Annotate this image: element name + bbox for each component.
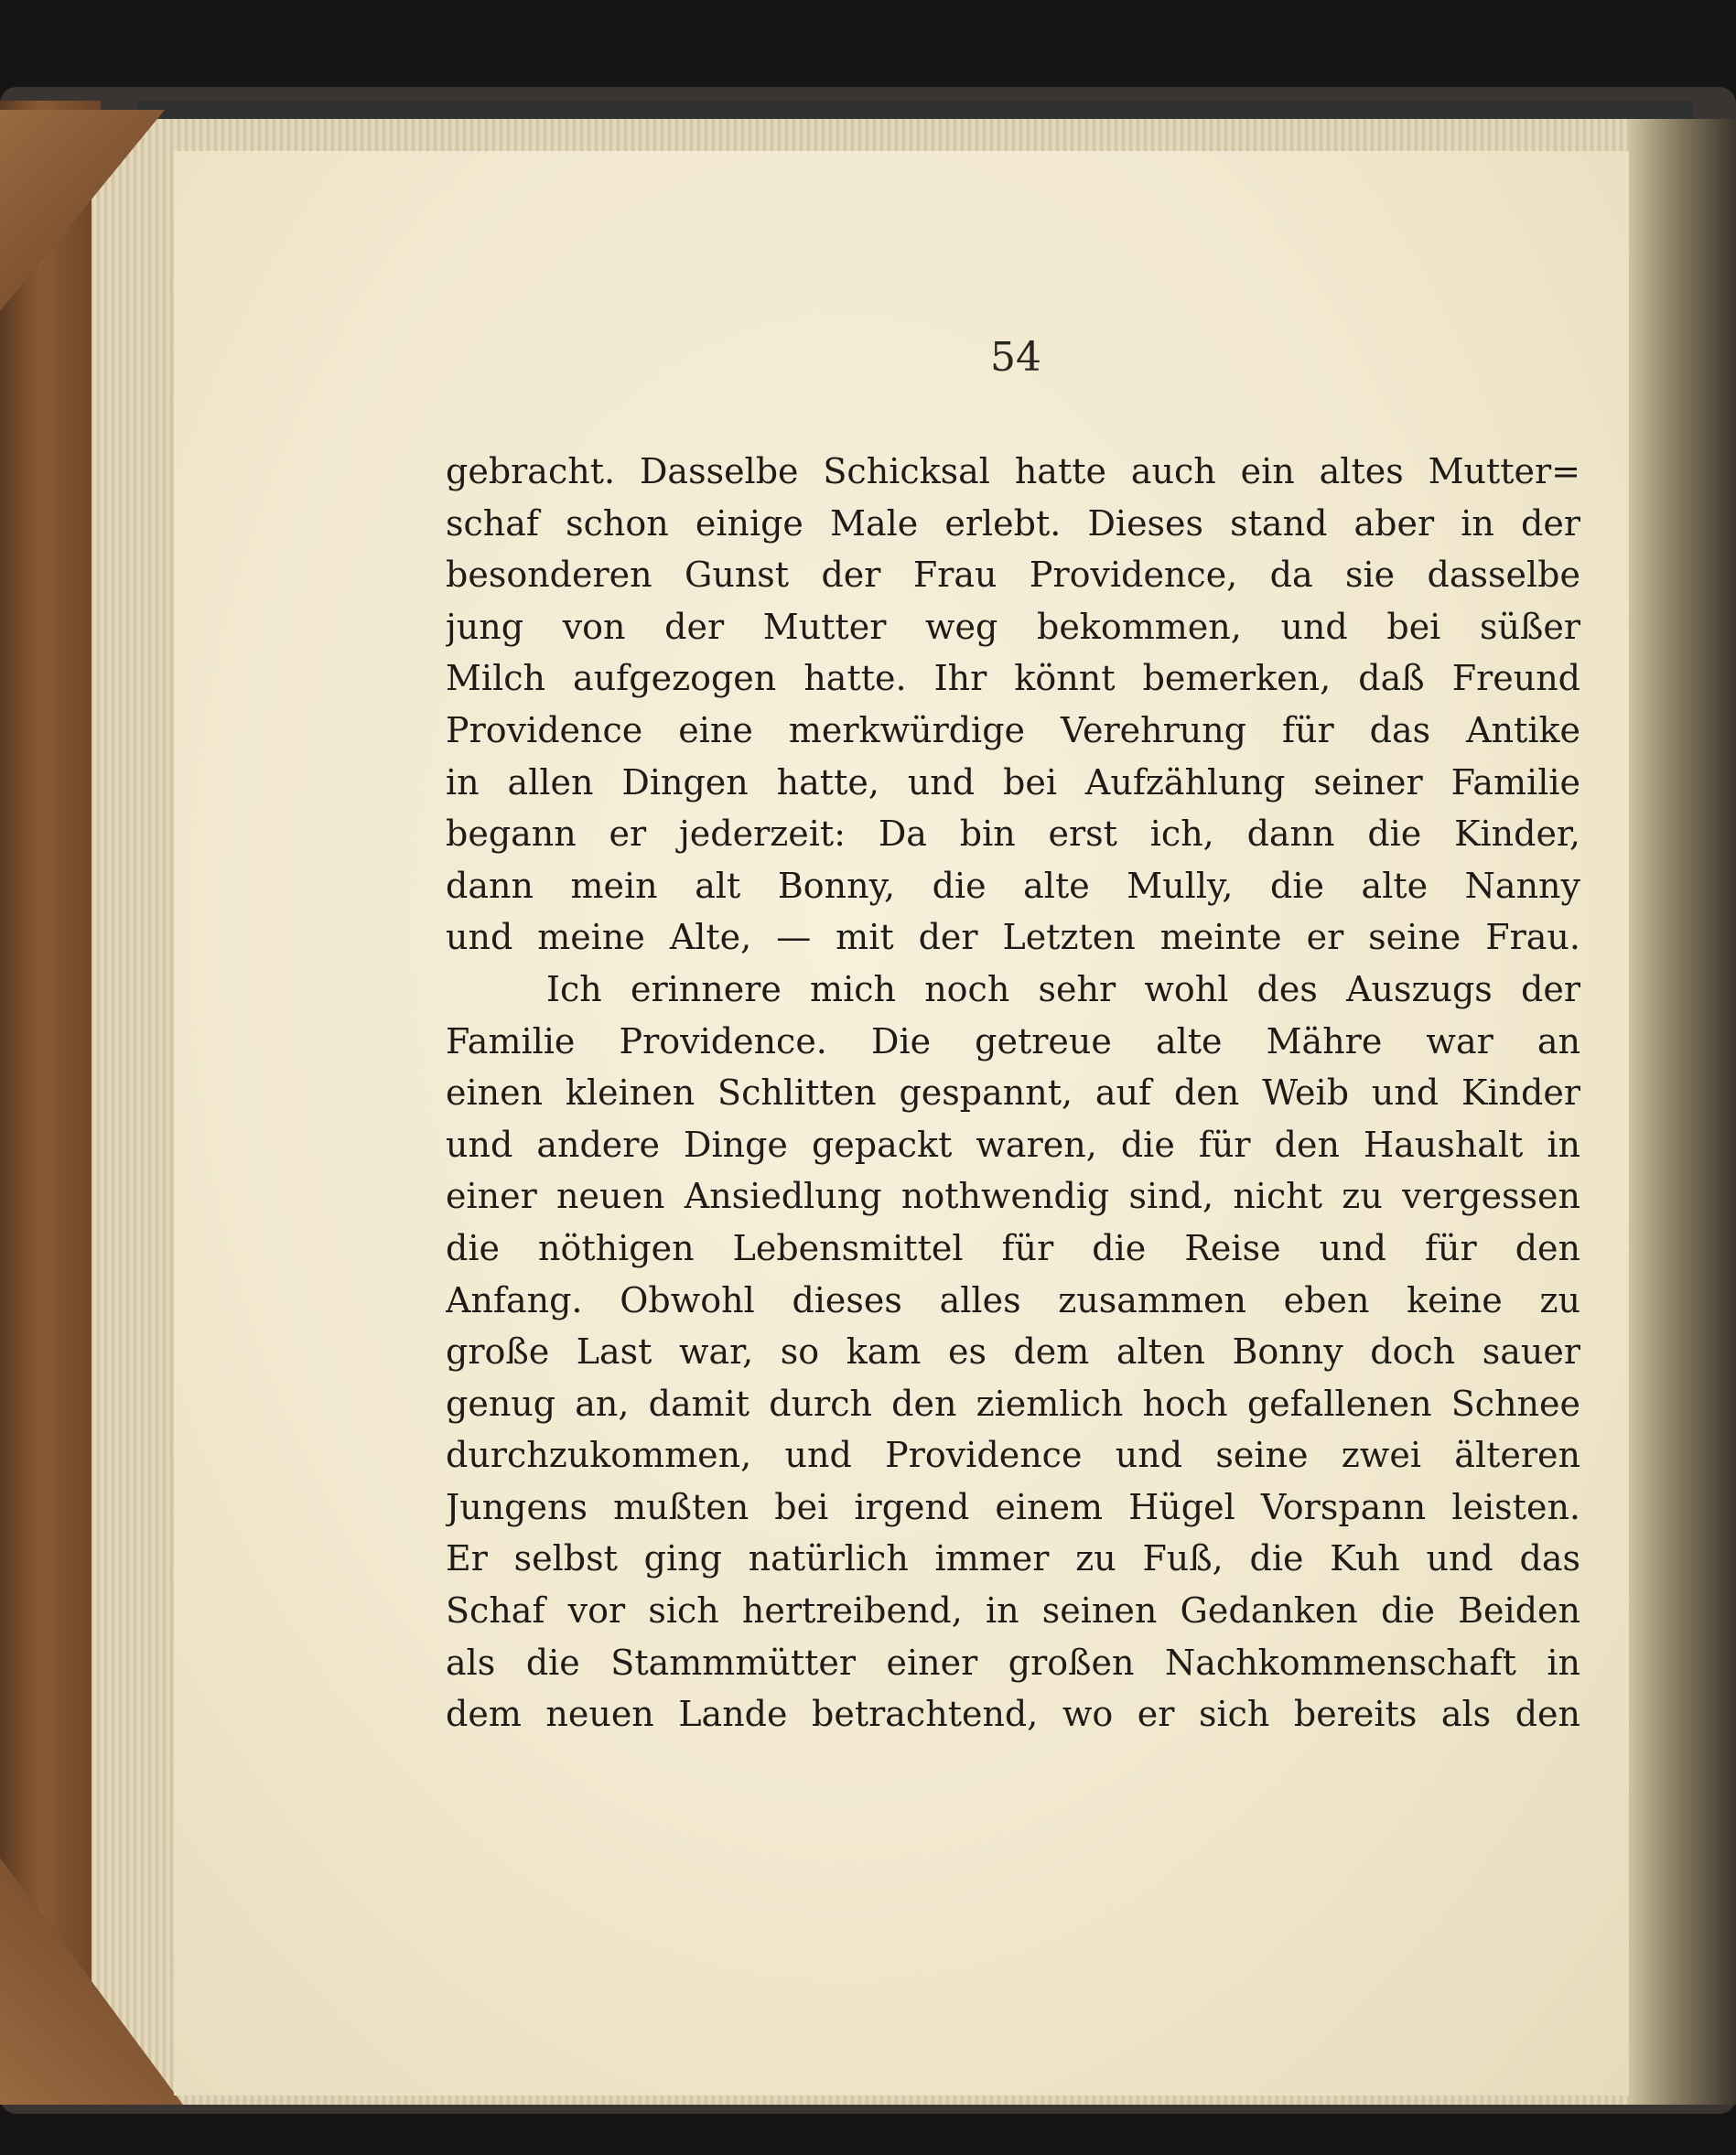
text-line: und meine Alte, — mit der Letzten meinte er seine Frau. bbox=[446, 917, 1580, 958]
text-line: Er selbst ging natürlich immer zu Fuß, die Kuh und das bbox=[446, 1538, 1580, 1579]
text-line: große Last war, so kam es dem alten Bonny doch sauer bbox=[446, 1331, 1580, 1373]
text-line: gebracht. Dasselbe Schicksal hatte auch ein altes Mutter= bbox=[446, 451, 1580, 491]
text-line: dann mein alt Bonny, die alte Mully, die alte Nanny bbox=[446, 865, 1580, 906]
text-line: schaf schon einige Male erlebt. Dieses stand aber in der bbox=[446, 502, 1580, 544]
text-line: durchzukommen, und Providence und seine zwei älteren bbox=[446, 1435, 1580, 1476]
text-line: dem neuen Lande betrachtend, wo er sich bereits als den bbox=[446, 1694, 1580, 1735]
body-text bbox=[446, 446, 1580, 1740]
text-line: Milch aufgezogen hatte. Ihr könnt bemerken, daß Freund bbox=[446, 658, 1580, 699]
text-line-indented: Ich erinnere mich noch sehr wohl des Auszugs der bbox=[546, 968, 1580, 1009]
leather-spine-edge bbox=[0, 101, 101, 2105]
text-line: jung von der Mutter weg bekommen, und bei süßer bbox=[446, 606, 1580, 647]
text-line: als die Stammmütter einer großen Nachkommenschaft in bbox=[446, 1642, 1580, 1683]
text-line: und andere Dinge gepackt waren, die für den Haushalt in bbox=[446, 1124, 1580, 1165]
text-line: Schaf vor sich hertreibend, in seinen Gedanken die Beiden bbox=[446, 1590, 1580, 1632]
text-line: in allen Dingen hatte, und bei Aufzählung seiner Familie bbox=[446, 761, 1580, 803]
page-number: 54 bbox=[990, 334, 1041, 381]
page-gutter bbox=[1629, 119, 1736, 2105]
text-line: Anfang. Obwohl dieses alles zusammen eben keine zu bbox=[446, 1279, 1580, 1320]
text-line: Providence eine merkwürdige Verehrung für das Antike bbox=[446, 709, 1580, 750]
text-line: begann er jederzeit: Da bin erst ich, dann die Kinder, bbox=[446, 814, 1580, 855]
text-line: genug an, damit durch den ziemlich hoch gefallenen Schnee bbox=[446, 1383, 1580, 1424]
text-line: besonderen Gunst der Frau Providence, da sie dasselbe bbox=[446, 555, 1580, 596]
text-line: Familie Providence. Die getreue alte Mähre war an bbox=[446, 1020, 1580, 1061]
text-line: Jungens mußten bei irgend einem Hügel Vorspann leisten. bbox=[446, 1486, 1580, 1527]
text-line: einen kleinen Schlitten gespannt, auf den Weib und Kinder bbox=[446, 1072, 1580, 1114]
text-line: die nöthigen Lebensmittel für die Reise und für den bbox=[446, 1227, 1580, 1268]
text-line: einer neuen Ansiedlung nothwendig sind, nicht zu vergessen bbox=[446, 1176, 1580, 1217]
